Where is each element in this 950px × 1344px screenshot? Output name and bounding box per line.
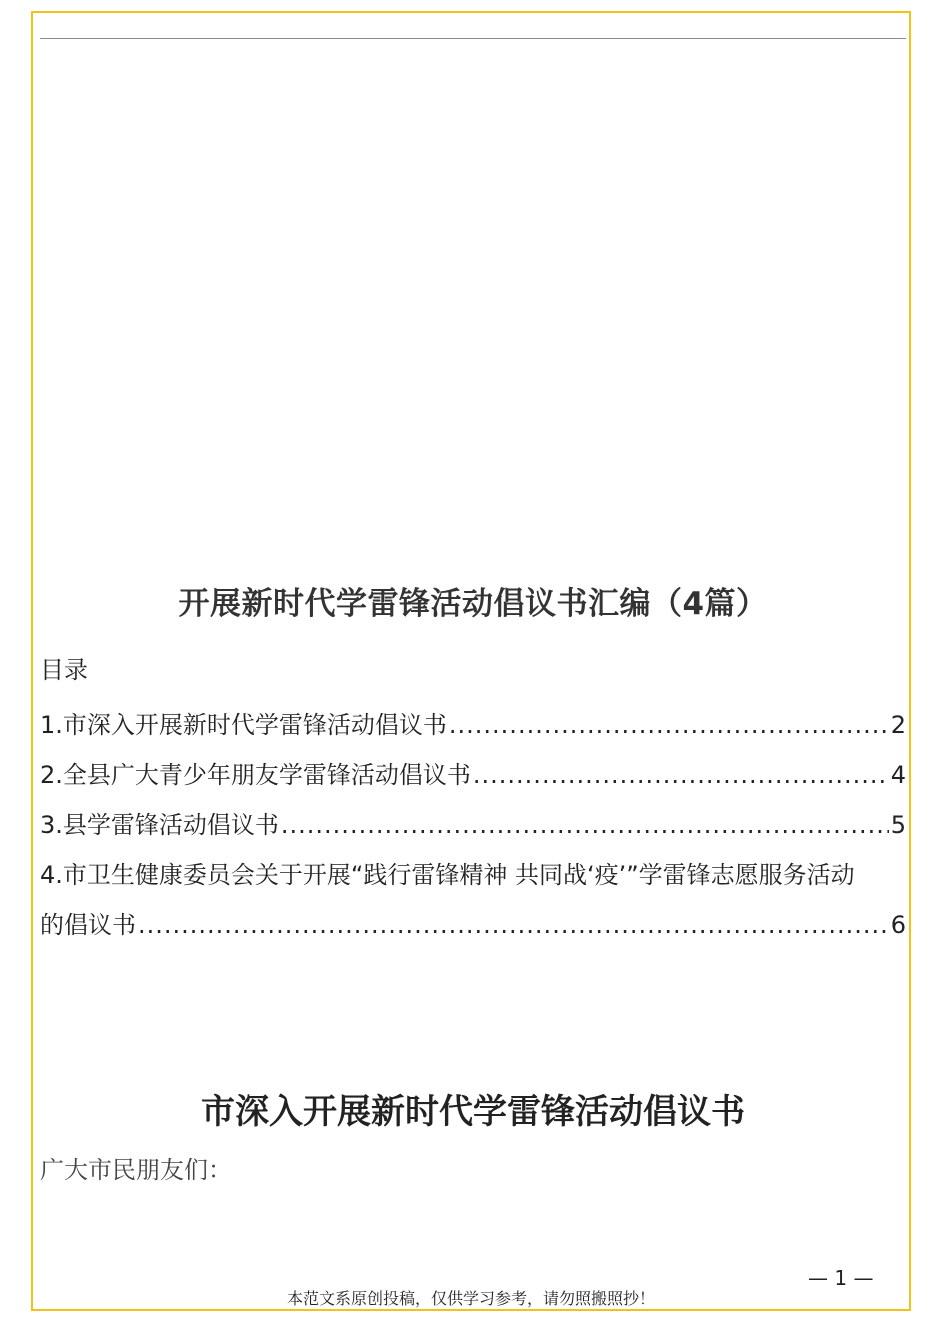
toc-entry-page: 2 [890, 711, 906, 739]
toc-entry-label: 3.县学雷锋活动倡议书 [40, 811, 279, 839]
footer-note: 本范文系原创投稿，仅供学习参考，请勿照搬照抄！ [286, 1289, 655, 1308]
toc-entry-label: 2.全县广大青少年朋友学雷锋活动倡议书 [40, 761, 471, 789]
toc-entry-label: 1.市深入开展新时代学雷锋活动倡议书 [40, 711, 447, 739]
page-number: — 1 — [808, 1266, 874, 1290]
toc-leader-dots [138, 900, 889, 950]
toc-entry-label-line2: 的倡议书 [40, 911, 136, 939]
toc-entry-page: 5 [890, 811, 906, 839]
toc-entry-page: 6 [890, 911, 906, 939]
toc-entry-1[interactable] [40, 700, 906, 750]
toc-entry-4[interactable] [40, 850, 906, 950]
table-of-contents [40, 700, 906, 950]
salutation: 广大市民朋友们： [40, 1156, 232, 1184]
toc-entry-label-line1: 4.市卫生健康委员会关于开展“践行雷锋精神 共同战‘疫’”学雷锋志愿服务活动 [40, 861, 855, 889]
toc-heading: 目录 [40, 656, 88, 684]
toc-entry-page: 4 [890, 761, 906, 789]
toc-leader-dots [281, 800, 889, 850]
document-title: 开展新时代学雷锋活动倡议书汇编（4篇） [178, 586, 768, 622]
section-title: 市深入开展新时代学雷锋活动倡议书 [201, 1092, 745, 1132]
header-rule [40, 38, 906, 39]
toc-leader-dots [473, 750, 889, 800]
toc-leader-dots [449, 700, 889, 750]
toc-entry-2[interactable] [40, 750, 906, 800]
toc-entry-3[interactable] [40, 800, 906, 850]
